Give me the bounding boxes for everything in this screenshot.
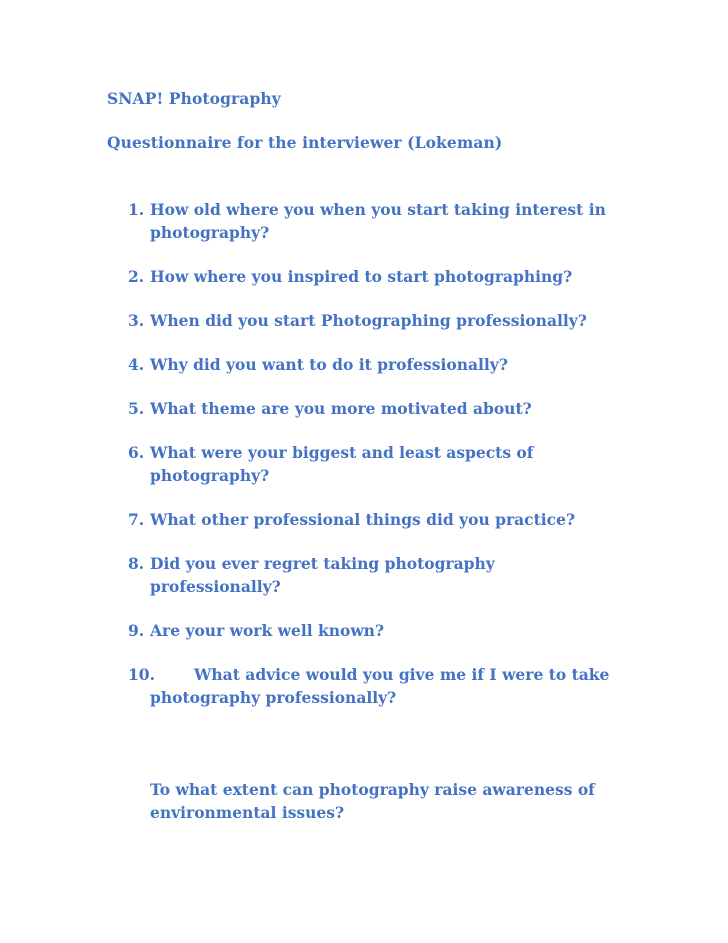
question-number: 4.	[128, 355, 145, 374]
question-number: 5.	[128, 399, 145, 418]
document-title: SNAP! Photography	[107, 89, 281, 108]
question-item	[128, 441, 628, 487]
question-text: How where you inspired to start photographing?	[150, 267, 573, 286]
question-text: Are your work well known?	[150, 621, 385, 640]
question-number: 10.	[128, 665, 155, 684]
question-item	[128, 353, 628, 376]
question-item	[128, 552, 628, 598]
question-text: What advice would you give me if I were to take photography professionally?	[150, 665, 610, 707]
question-item	[128, 265, 628, 288]
question-item	[128, 198, 628, 244]
questions-list	[128, 198, 628, 730]
question-text: What theme are you more motivated about?	[150, 399, 532, 418]
question-text: Why did you want to do it professionally?	[150, 355, 508, 374]
question-item	[128, 309, 628, 332]
question-number: 3.	[128, 311, 145, 330]
question-number: 1.	[128, 200, 145, 219]
closing-question: To what extent can photography raise awareness of environmental issues?	[150, 780, 595, 822]
question-number: 2.	[128, 267, 145, 286]
question-item	[128, 397, 628, 420]
question-text: Did you ever regret taking photography professionally?	[150, 554, 495, 596]
document-subtitle: Questionnaire for the interviewer (Lokeman)	[107, 133, 503, 152]
question-number: 8.	[128, 554, 145, 573]
question-text: What were your biggest and least aspects of photography?	[150, 443, 534, 485]
question-text: What other professional things did you practice?	[150, 510, 576, 529]
question-item	[128, 619, 628, 642]
question-text: How old where you when you start taking interest in photography?	[150, 200, 606, 242]
question-number: 7.	[128, 510, 145, 529]
question-item	[128, 663, 628, 709]
question-number: 6.	[128, 443, 145, 462]
question-text: When did you start Photographing professionally?	[150, 311, 587, 330]
question-number: 9.	[128, 621, 145, 640]
question-item	[128, 508, 628, 531]
